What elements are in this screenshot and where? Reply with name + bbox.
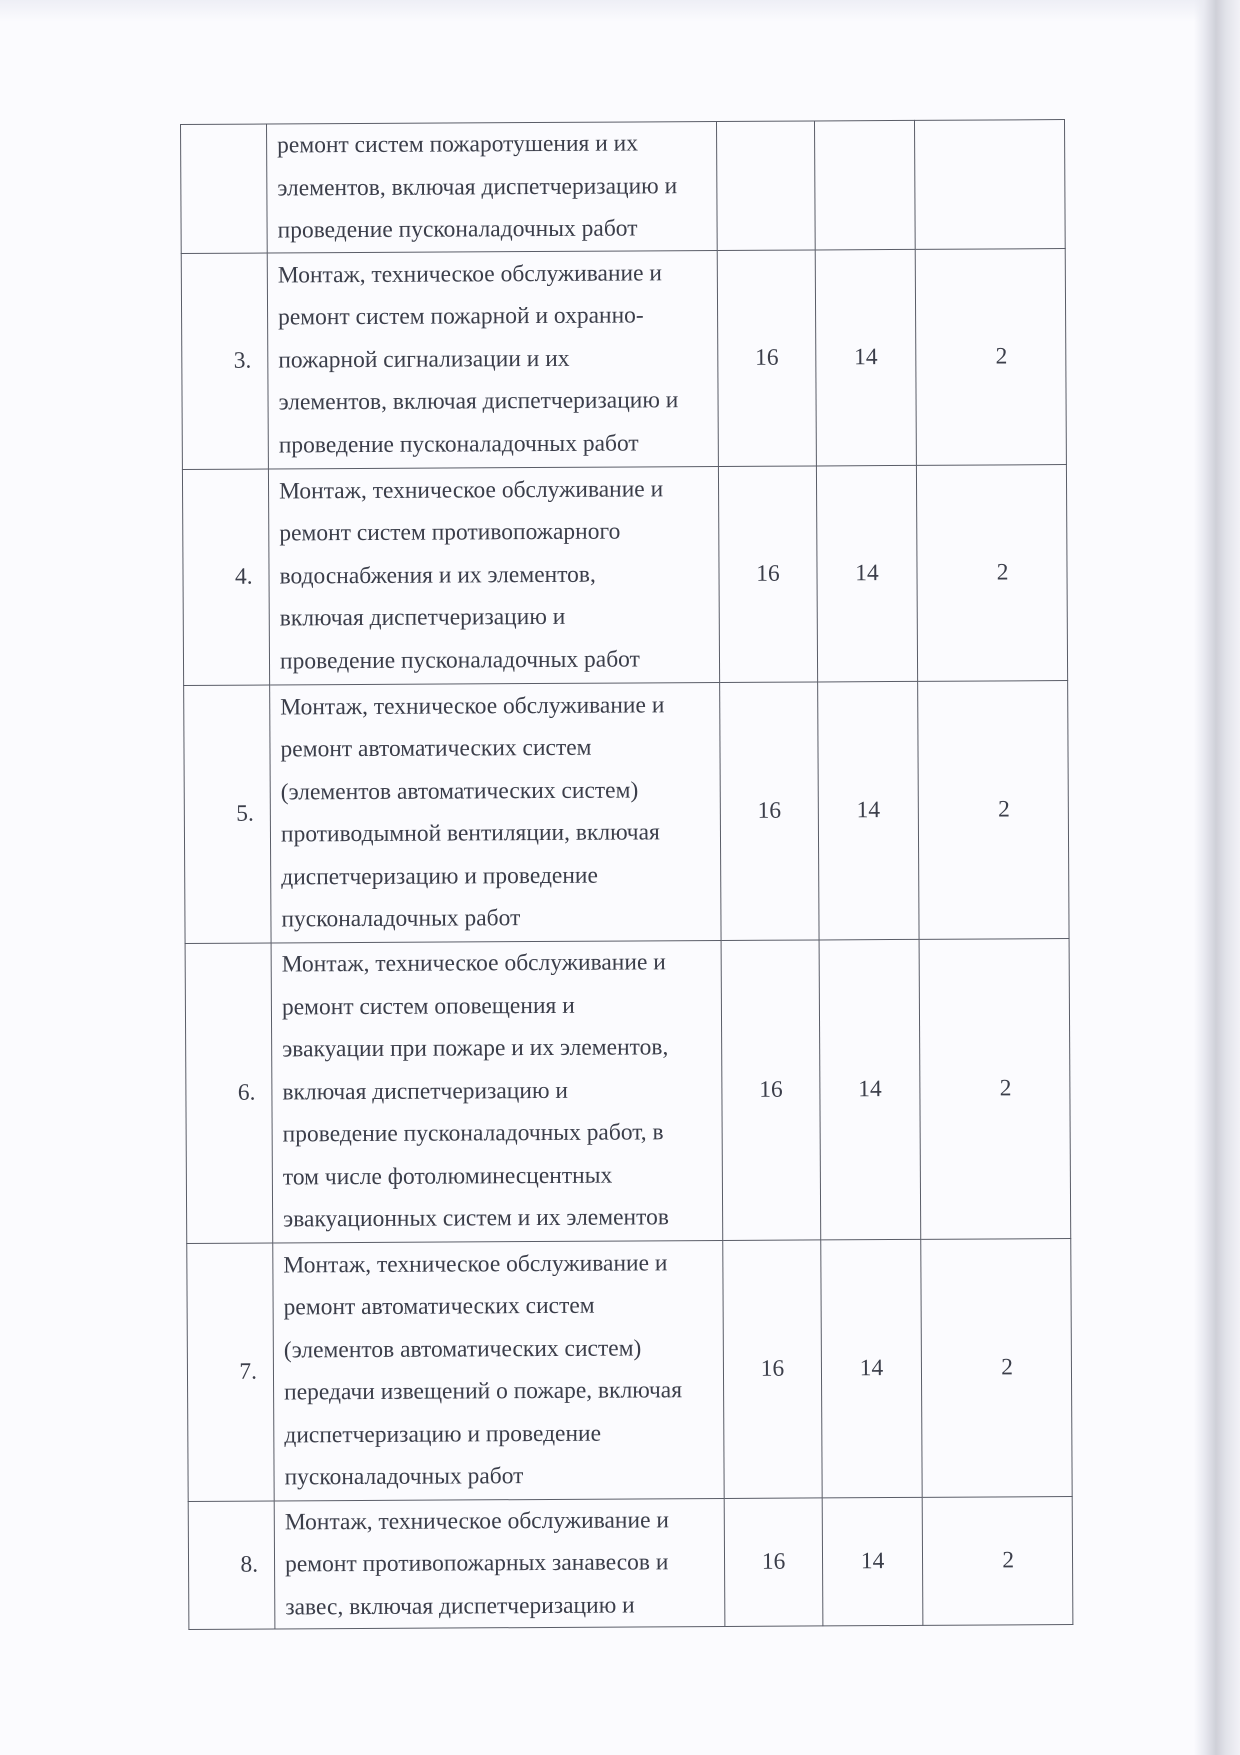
row-col4: 14 [818,681,919,940]
row-description: ремонт систем пожаротушения и их элементов, включая диспетчеризацию и проведение пусконаладочных работ [267,122,718,253]
row-number: 6. [185,943,273,1243]
table-row [181,248,1066,469]
row-number [181,124,268,253]
row-col4: 14 [819,939,921,1240]
row-col3: 16 [717,249,816,466]
row-description: Монтаж, техническое обслуживание и ремонт систем противопожарного водоснабжения и их элементов, включая диспетчеризацию и проведение пусконаладочных работ [268,466,719,685]
row-col5: 2 [918,680,1069,939]
row-col4 [814,120,915,249]
row-col4: 14 [821,1239,922,1498]
row-description: Монтаж, техническое обслуживание и ремонт систем пожарной и охранно- пожарной сигнализации и их элементов, включая диспетчеризацию и проведение пусконаладочных работ [267,250,718,469]
table-row [184,680,1069,943]
row-number: 4. [182,469,269,685]
row-number: 5. [184,685,271,943]
row-number: 8. [188,1500,275,1629]
row-col3: 16 [720,681,819,940]
scan-top-shadow [0,0,1240,22]
row-col3: 16 [723,1239,822,1498]
row-col3 [716,121,815,250]
row-description: Монтаж, техническое обслуживание и ремонт автоматических систем (элементов автоматических систем) передачи извещений о пожаре, включая диспетчеризацию и проведение пусконаладочных работ [273,1240,724,1501]
row-col3: 16 [718,465,817,682]
row-description: Монтаж, техническое обслуживание и ремонт систем оповещения и эвакуации при пожаре и их элементов, включая диспетчеризацию и проведение пусконаладочных работ, в том числе фотолюминесцентных эвакуационных систем и их элементов [271,940,723,1243]
table-row [188,1496,1073,1629]
table-row [182,464,1067,685]
row-col3: 16 [724,1497,823,1626]
table-row [181,120,1066,253]
scan-binding-edge [1194,0,1240,1755]
table-row [185,938,1071,1243]
row-col4: 14 [816,465,917,682]
row-col5 [914,120,1065,249]
row-number: 3. [181,253,268,469]
row-col5: 2 [921,1238,1072,1497]
row-description: Монтаж, техническое обслуживание и ремонт автоматических систем (элементов автоматических систем) противодымной вентиляции, включая диспетчеризацию и проведение пусконаладочных работ [270,682,721,943]
row-col5: 2 [919,938,1071,1239]
row-col3: 16 [721,939,821,1240]
row-col4: 14 [822,1497,923,1626]
services-table [180,119,1073,1630]
row-description: Монтаж, техническое обслуживание и ремонт противопожарных занавесов и завес, включая диспетчеризацию и [274,1498,725,1629]
row-col5: 2 [915,248,1066,465]
row-col4: 14 [815,249,916,466]
row-number: 7. [187,1242,274,1500]
row-col5: 2 [916,464,1067,681]
row-col5: 2 [922,1496,1073,1625]
table-row [187,1238,1072,1501]
